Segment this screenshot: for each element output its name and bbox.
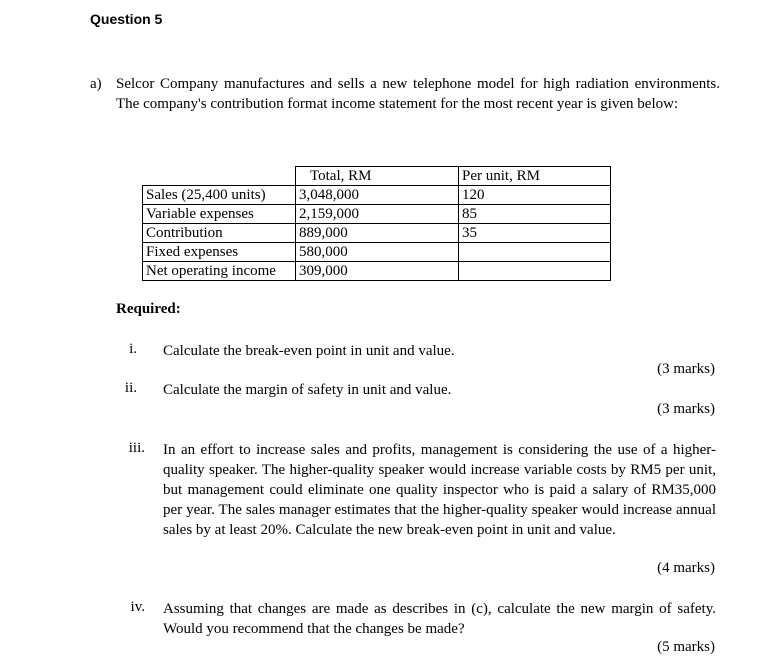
- question-number: iv.: [130, 599, 145, 615]
- row-total: 580,000: [296, 243, 459, 262]
- row-per-unit: 35: [459, 224, 611, 243]
- table-row: [143, 243, 611, 262]
- question-marks: (3 marks): [657, 401, 715, 417]
- table-header-row: [143, 167, 611, 186]
- required-heading: Required:: [116, 301, 181, 317]
- income-statement-table: [142, 166, 611, 281]
- row-per-unit: [459, 262, 611, 281]
- question-number: ii.: [124, 380, 137, 396]
- question-number: iii.: [128, 440, 145, 456]
- row-label: Variable expenses: [143, 205, 296, 224]
- question-title: Question 5: [90, 11, 163, 27]
- table-row: [143, 186, 611, 205]
- row-per-unit: 120: [459, 186, 611, 205]
- part-a-label: a): [90, 76, 102, 92]
- row-label: Net operating income: [143, 262, 296, 281]
- row-total: 3,048,000: [296, 186, 459, 205]
- question-text: Calculate the margin of safety in unit and value.: [163, 382, 452, 398]
- part-a-intro: [90, 74, 720, 114]
- row-per-unit: 85: [459, 205, 611, 224]
- row-total: 889,000: [296, 224, 459, 243]
- table-row: [143, 205, 611, 224]
- part-a-text: Selcor Company manufactures and sells a new telephone model for high radiation environments. The company's contribution format income statement for the most recent year is given below:: [116, 76, 720, 112]
- table-header-total: Total, RM: [296, 167, 459, 186]
- question-number: i.: [129, 341, 137, 357]
- row-per-unit: [459, 243, 611, 262]
- row-total: 309,000: [296, 262, 459, 281]
- question-text: In an effort to increase sales and profits, management is considering the use of a higher-quality speaker. The higher-quality speaker would increase variable costs by RM5 per unit, but management could eliminate one quality inspector who is paid a salary of RM35,000 per year. The sales manager estimates that the higher-quality speaker would increase annual sales by at least 20%. Calculate the new break-even point in unit and value.: [163, 442, 716, 538]
- table-row: [143, 262, 611, 281]
- table-header-blank: [143, 167, 296, 186]
- question-marks: (3 marks): [657, 361, 715, 377]
- row-label: Fixed expenses: [143, 243, 296, 262]
- question-marks: (4 marks): [657, 560, 715, 576]
- question-marks: (5 marks): [657, 639, 715, 655]
- question-text: Calculate the break-even point in unit and value.: [163, 343, 455, 359]
- table-row: [143, 224, 611, 243]
- table-header-per-unit: Per unit, RM: [459, 167, 611, 186]
- row-label: Sales (25,400 units): [143, 186, 296, 205]
- row-label: Contribution: [143, 224, 296, 243]
- row-total: 2,159,000: [296, 205, 459, 224]
- question-text: Assuming that changes are made as describes in (c), calculate the new margin of safety. Would you recommend that the changes be made?: [163, 601, 716, 637]
